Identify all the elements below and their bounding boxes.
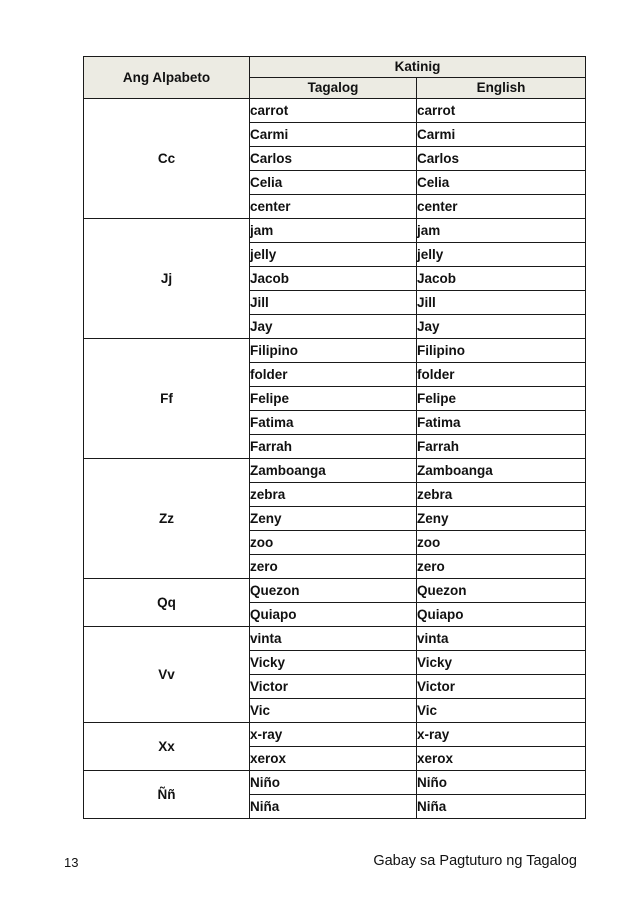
english-word: zero bbox=[417, 555, 586, 579]
table-row bbox=[84, 219, 586, 243]
english-word: Celia bbox=[417, 171, 586, 195]
footer-title: Gabay sa Pagtuturo ng Tagalog bbox=[373, 853, 577, 869]
tagalog-word: Quezon bbox=[250, 579, 417, 603]
table-row bbox=[84, 459, 586, 483]
alphabet-letter: Vv bbox=[84, 627, 250, 723]
tagalog-word: Farrah bbox=[250, 435, 417, 459]
alphabet-letter: Cc bbox=[84, 99, 250, 219]
page-number: 13 bbox=[64, 855, 79, 870]
tagalog-word: Quiapo bbox=[250, 603, 417, 627]
tagalog-word: Jill bbox=[250, 291, 417, 315]
tagalog-word: Filipino bbox=[250, 339, 417, 363]
english-word: zoo bbox=[417, 531, 586, 555]
tagalog-word: Jacob bbox=[250, 267, 417, 291]
tagalog-word: jelly bbox=[250, 243, 417, 267]
english-word: Carmi bbox=[417, 123, 586, 147]
english-word: Fatima bbox=[417, 411, 586, 435]
table-row bbox=[84, 99, 586, 123]
tagalog-word: Carlos bbox=[250, 147, 417, 171]
table-row bbox=[84, 579, 586, 603]
tagalog-word: Carmi bbox=[250, 123, 417, 147]
tagalog-word: Victor bbox=[250, 675, 417, 699]
header-tagalog: Tagalog bbox=[250, 78, 417, 99]
english-word: jam bbox=[417, 219, 586, 243]
tagalog-word: Celia bbox=[250, 171, 417, 195]
tagalog-word: x-ray bbox=[250, 723, 417, 747]
english-word: Filipino bbox=[417, 339, 586, 363]
table-row bbox=[84, 723, 586, 747]
english-word: Jill bbox=[417, 291, 586, 315]
table-row bbox=[84, 627, 586, 651]
alphabet-letter: Ff bbox=[84, 339, 250, 459]
tagalog-word: Niña bbox=[250, 795, 417, 819]
english-word: Farrah bbox=[417, 435, 586, 459]
alphabet-table bbox=[83, 56, 586, 819]
tagalog-word: vinta bbox=[250, 627, 417, 651]
tagalog-word: xerox bbox=[250, 747, 417, 771]
tagalog-word: Zamboanga bbox=[250, 459, 417, 483]
english-word: Victor bbox=[417, 675, 586, 699]
header-english: English bbox=[417, 78, 586, 99]
english-word: Zamboanga bbox=[417, 459, 586, 483]
english-word: Quiapo bbox=[417, 603, 586, 627]
english-word: Zeny bbox=[417, 507, 586, 531]
english-word: Jacob bbox=[417, 267, 586, 291]
tagalog-word: zebra bbox=[250, 483, 417, 507]
tagalog-word: zoo bbox=[250, 531, 417, 555]
english-word: Jay bbox=[417, 315, 586, 339]
english-word: Carlos bbox=[417, 147, 586, 171]
header-katinig: Katinig bbox=[250, 57, 586, 78]
alphabet-letter: Jj bbox=[84, 219, 250, 339]
tagalog-word: folder bbox=[250, 363, 417, 387]
alphabet-letter: Qq bbox=[84, 579, 250, 627]
english-word: Vic bbox=[417, 699, 586, 723]
tagalog-word: zero bbox=[250, 555, 417, 579]
tagalog-word: Vicky bbox=[250, 651, 417, 675]
english-word: folder bbox=[417, 363, 586, 387]
tagalog-word: center bbox=[250, 195, 417, 219]
english-word: center bbox=[417, 195, 586, 219]
english-word: carrot bbox=[417, 99, 586, 123]
alphabet-letter: Xx bbox=[84, 723, 250, 771]
english-word: vinta bbox=[417, 627, 586, 651]
tagalog-word: carrot bbox=[250, 99, 417, 123]
english-word: Quezon bbox=[417, 579, 586, 603]
alphabet-letter: Zz bbox=[84, 459, 250, 579]
table-body bbox=[84, 99, 586, 819]
english-word: x-ray bbox=[417, 723, 586, 747]
english-word: Felipe bbox=[417, 387, 586, 411]
english-word: Vicky bbox=[417, 651, 586, 675]
tagalog-word: Fatima bbox=[250, 411, 417, 435]
tagalog-word: Vic bbox=[250, 699, 417, 723]
english-word: Niña bbox=[417, 795, 586, 819]
table-row bbox=[84, 771, 586, 795]
english-word: zebra bbox=[417, 483, 586, 507]
tagalog-word: Niño bbox=[250, 771, 417, 795]
english-word: xerox bbox=[417, 747, 586, 771]
tagalog-word: Felipe bbox=[250, 387, 417, 411]
header-alphabet: Ang Alpabeto bbox=[84, 57, 250, 99]
english-word: jelly bbox=[417, 243, 586, 267]
tagalog-word: jam bbox=[250, 219, 417, 243]
english-word: Niño bbox=[417, 771, 586, 795]
alphabet-letter: Ññ bbox=[84, 771, 250, 819]
tagalog-word: Jay bbox=[250, 315, 417, 339]
table-row bbox=[84, 339, 586, 363]
tagalog-word: Zeny bbox=[250, 507, 417, 531]
